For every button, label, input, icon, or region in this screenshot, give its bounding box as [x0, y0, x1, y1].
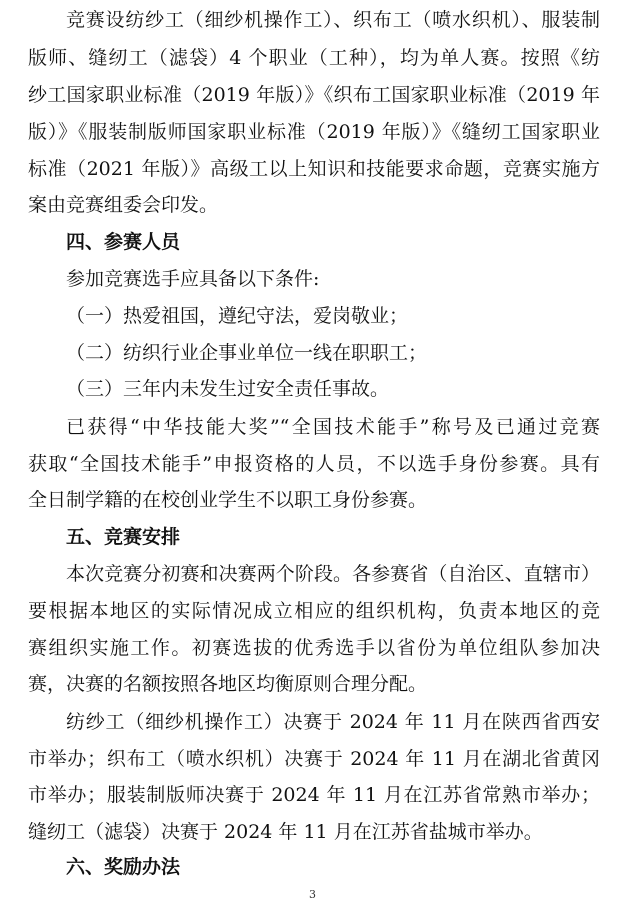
condition-item: （二）纺织行业企事业单位一线在职职工； — [66, 342, 428, 364]
paragraph-line: 要根据本地区的实际情况成立相应的组织机构，负责本地区的竞 — [28, 600, 600, 622]
paragraph-line: 纺纱工（细纱机操作工）决赛于 2024 年 11 月在陕西省西安 — [66, 711, 600, 733]
paragraph-line: 本次竞赛分初赛和决赛两个阶段。各参赛省（自治区、直辖市） — [66, 563, 600, 585]
paragraph-line: 缝纫工（滤袋）决赛于 2024 年 11 月在江苏省盐城市举办。 — [28, 821, 543, 843]
paragraph-line: 竞赛设纺纱工（细纱机操作工）、织布工（喷水织机）、服装制 — [66, 9, 600, 31]
section-heading-4: 四、参赛人员 — [66, 231, 181, 253]
paragraph-line: 参加竞赛选手应具备以下条件: — [66, 268, 320, 290]
paragraph-line: 市举办；服装制版师决赛于 2024 年 11 月在江苏省常熟市举办； — [28, 784, 600, 806]
paragraph-line: 赛，决赛的名额按照各地区均衡原则合理分配。 — [28, 673, 428, 695]
paragraph-line: 已获得“中华技能大奖”“全国技术能手”称号及已通过竞赛 — [66, 416, 600, 438]
section-heading-5: 五、竞赛安排 — [66, 526, 181, 548]
paragraph-line: 版师、缝纫工（滤袋）4 个职业（工种），均为单人赛。按照《纺 — [28, 47, 600, 69]
condition-item: （三）三年内未发生过安全责任事故。 — [66, 378, 390, 400]
paragraph-line: 案由竞赛组委会印发。 — [28, 194, 219, 216]
section-heading-6: 六、奖励办法 — [66, 856, 181, 878]
paragraph-line: 版）》《服装制版师国家职业标准（2019 年版）》《缝纫工国家职业 — [28, 121, 600, 143]
paragraph-line: 纱工国家职业标准（2019 年版）》《织布工国家职业标准（2019 年 — [28, 84, 600, 106]
paragraph-line: 全日制学籍的在校创业学生不以职工身份参赛。 — [28, 489, 428, 511]
paragraph-line: 标准（2021 年版）》高级工以上知识和技能要求命题，竞赛实施方 — [28, 158, 600, 180]
paragraph-line: 获取“全国技术能手”申报资格的人员，不以选手身份参赛。具有 — [28, 453, 600, 475]
condition-item: （一）热爱祖国，遵纪守法，爱岗敬业； — [66, 305, 409, 327]
page-number: 3 — [309, 888, 316, 901]
paragraph-line: 市举办；织布工（喷水织机）决赛于 2024 年 11 月在湖北省黄冈 — [28, 748, 600, 770]
paragraph-line: 赛组织实施工作。初赛选拔的优秀选手以省份为单位组队参加决 — [28, 637, 600, 659]
